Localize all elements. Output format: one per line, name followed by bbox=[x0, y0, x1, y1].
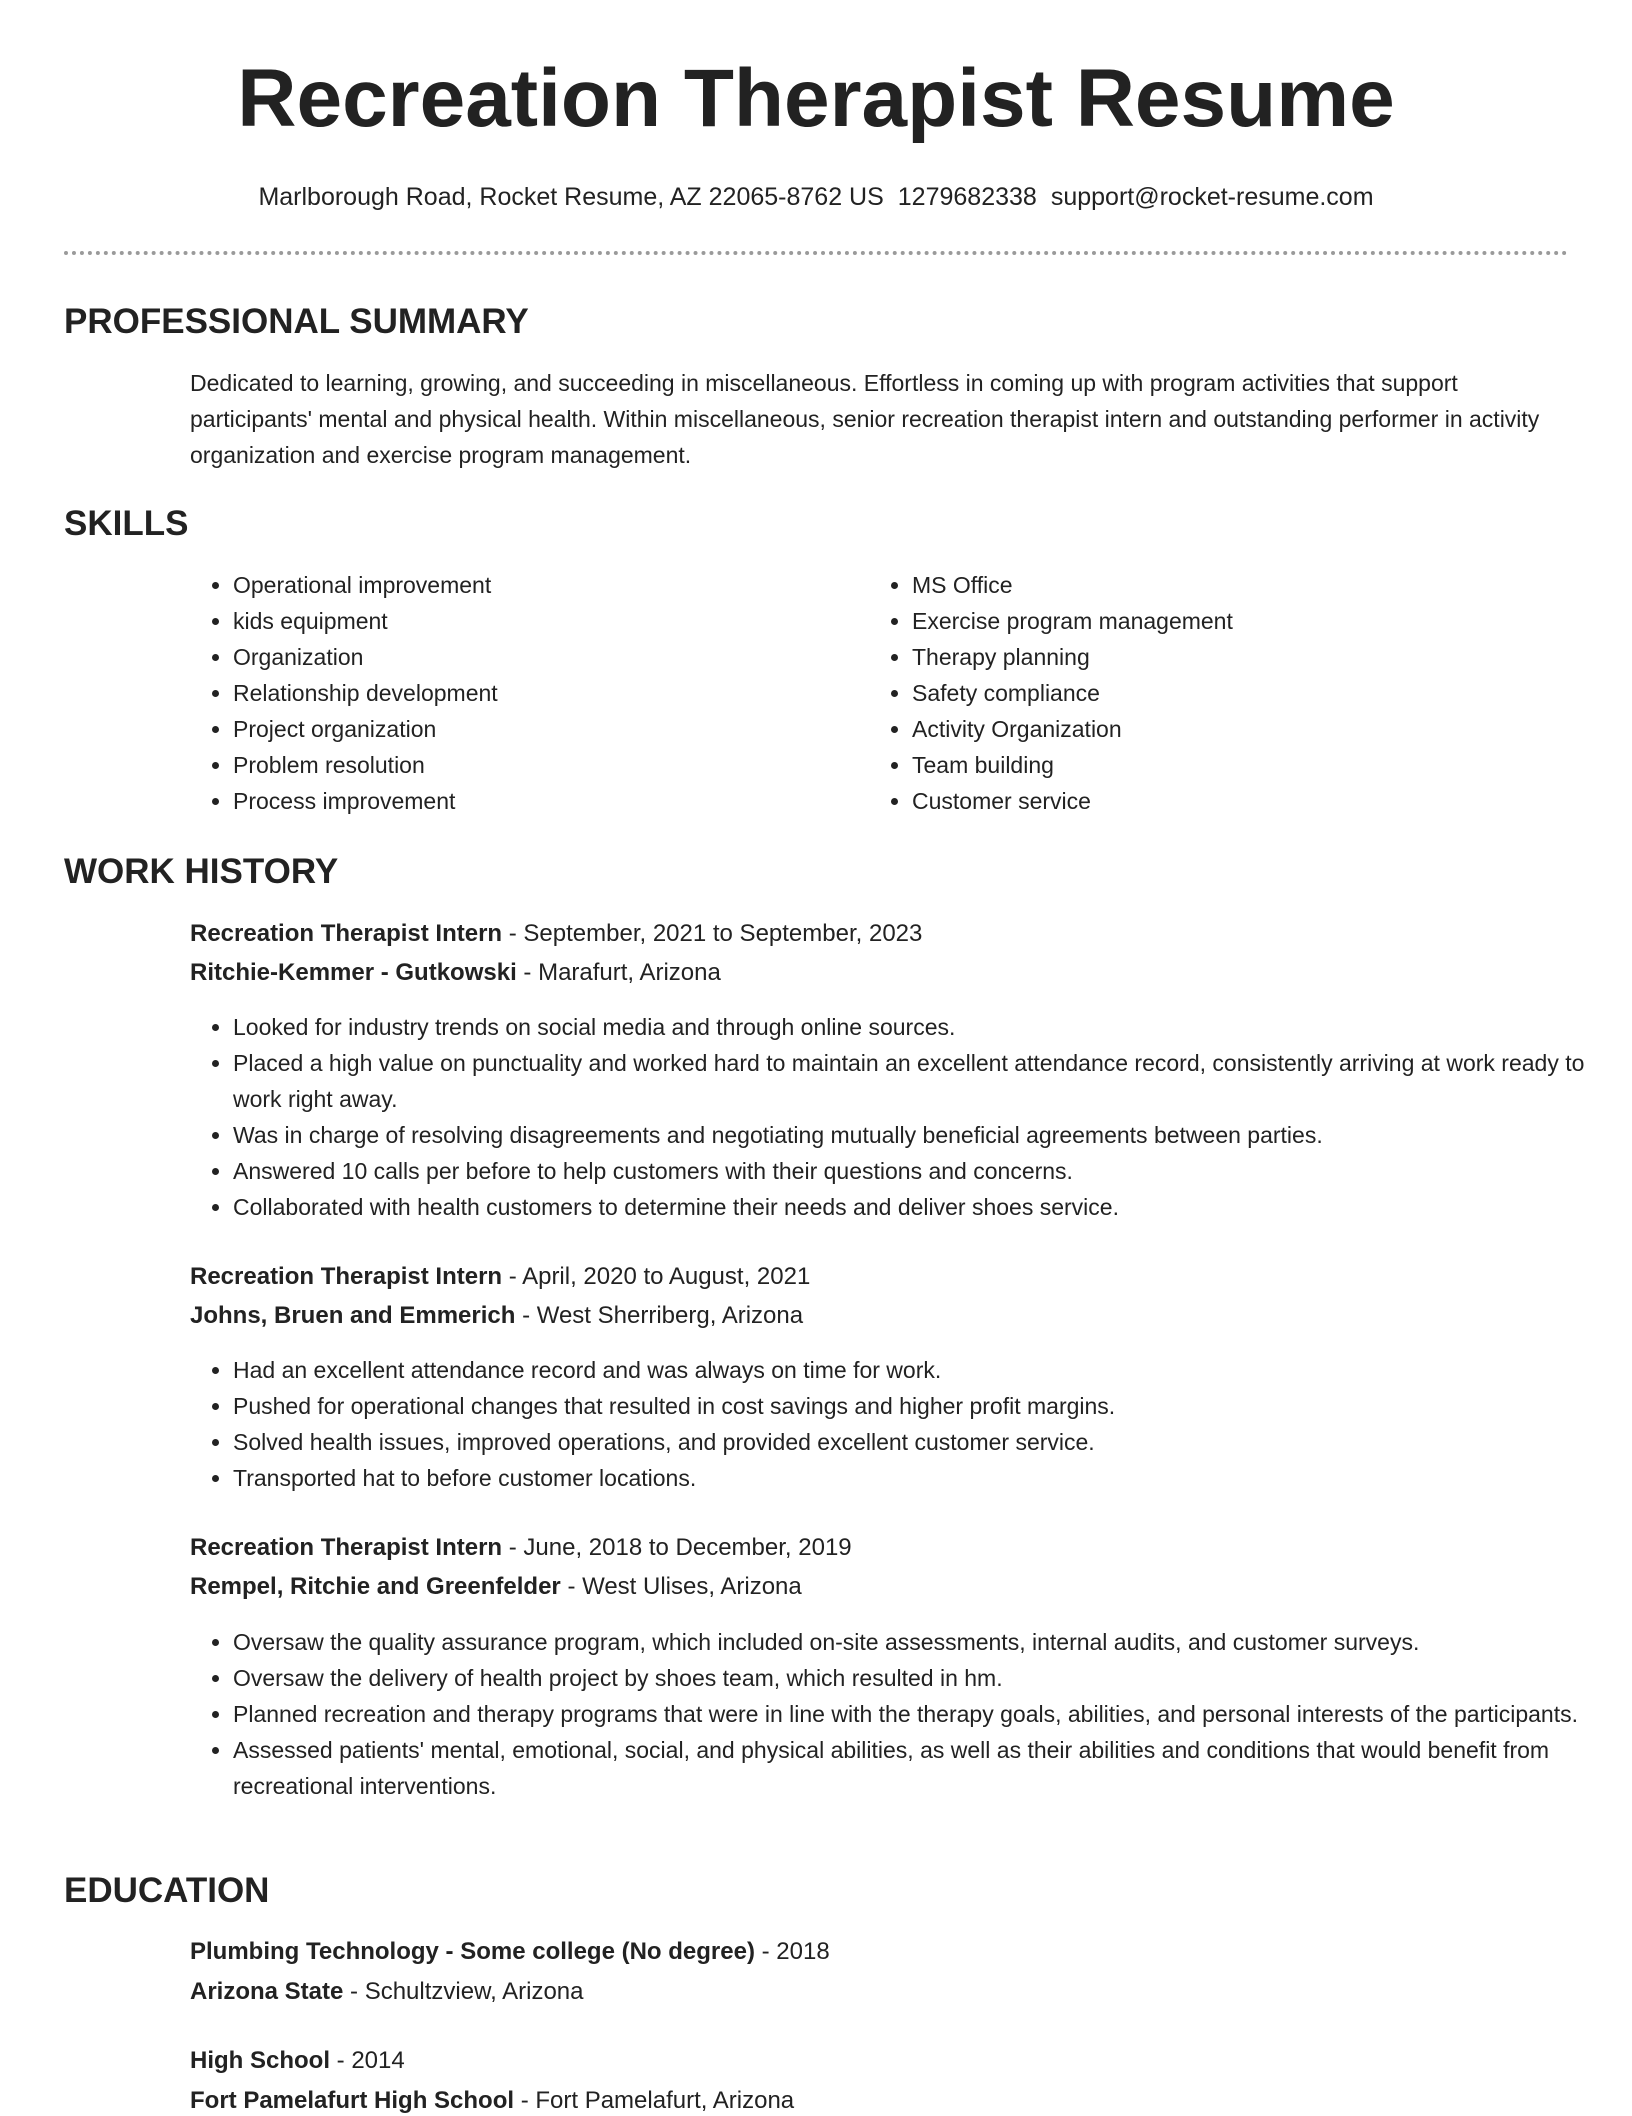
job-bullets bbox=[190, 1624, 1593, 1804]
skill-item: • Therapy planning bbox=[912, 639, 1512, 675]
job-title: Recreation Therapist Intern bbox=[190, 920, 503, 947]
skill-item: • Customer service bbox=[912, 783, 1512, 819]
job-company-line bbox=[190, 1573, 802, 1602]
education-heading: EDUCATION bbox=[64, 1871, 270, 1910]
job-title: Recreation Therapist Intern bbox=[190, 1263, 503, 1290]
header-divider bbox=[64, 251, 1568, 255]
job-company: Ritchie-Kemmer - Gutkowski bbox=[190, 959, 517, 986]
education-school: Arizona State bbox=[190, 1978, 344, 2005]
skill-item: • Problem resolution bbox=[233, 747, 833, 783]
job-dates: - September, 2021 to September, 2023 bbox=[502, 920, 923, 947]
skill-item: • Process improvement bbox=[233, 783, 833, 819]
education-school-line bbox=[190, 2087, 794, 2116]
summary-heading: PROFESSIONAL SUMMARY bbox=[64, 302, 529, 341]
skill-item: • kids equipment bbox=[233, 603, 833, 639]
job-dates: - April, 2020 to August, 2021 bbox=[502, 1263, 811, 1290]
education-location: - Fort Pamelafurt, Arizona bbox=[514, 2087, 795, 2114]
education-degree: High School bbox=[190, 2047, 330, 2074]
job-company-line bbox=[190, 959, 721, 988]
job-company-line bbox=[190, 1302, 803, 1331]
job-title: Recreation Therapist Intern bbox=[190, 1534, 503, 1561]
education-year: - 2018 bbox=[754, 1938, 830, 1965]
job-bullet: • Collaborated with health customers to determine their needs and deliver shoes service. bbox=[233, 1189, 1593, 1225]
contact-email: support@rocket-resume.com bbox=[1050, 183, 1374, 211]
job-bullet: • Was in charge of resolving disagreements and negotiating mutually beneficial agreements between parties. bbox=[233, 1117, 1593, 1153]
skills-list-right bbox=[869, 567, 1512, 819]
job-company: Rempel, Ritchie and Greenfelder bbox=[190, 1573, 561, 1600]
job-title-line bbox=[190, 1534, 852, 1563]
job-title-line bbox=[190, 920, 922, 949]
education-degree-line bbox=[190, 1938, 830, 1967]
job-bullet: • Placed a high value on punctuality and worked hard to maintain an excellent attendance record, consistently arriving at work ready to work right away. bbox=[233, 1045, 1593, 1117]
job-title-line bbox=[190, 1263, 810, 1292]
skill-item: • Organization bbox=[233, 639, 833, 675]
skill-item: • Operational improvement bbox=[233, 567, 833, 603]
job-location: - West Sherriberg, Arizona bbox=[515, 1302, 804, 1329]
job-bullet: • Oversaw the delivery of health project by shoes team, which resulted in hm. bbox=[233, 1660, 1593, 1696]
job-company: Johns, Bruen and Emmerich bbox=[190, 1302, 516, 1329]
education-school-line bbox=[190, 1978, 583, 2007]
job-bullets bbox=[190, 1352, 1593, 1496]
job-bullet: • Had an excellent attendance record and was always on time for work. bbox=[233, 1352, 1593, 1388]
education-school: Fort Pamelafurt High School bbox=[190, 2087, 515, 2114]
job-bullet: • Planned recreation and therapy programs that were in line with the therapy goals, abilities, and personal interests of the participants. bbox=[233, 1696, 1593, 1732]
skill-item: • Safety compliance bbox=[912, 675, 1512, 711]
education-location: - Schultzview, Arizona bbox=[343, 1978, 584, 2005]
skills-heading: SKILLS bbox=[64, 504, 189, 543]
page-title: Recreation Therapist Resume bbox=[237, 53, 1395, 144]
job-bullet: • Pushed for operational changes that resulted in cost savings and higher profit margins. bbox=[233, 1388, 1593, 1424]
job-bullet: • Solved health issues, improved operations, and provided excellent customer service. bbox=[233, 1424, 1593, 1460]
job-location: - West Ulises, Arizona bbox=[560, 1573, 802, 1600]
summary-text: Dedicated to learning, growing, and succeeding in miscellaneous. Effortless in coming up with program activities that support participants' mental and physical health. Within miscellaneous, senior recreation therapist intern and outstanding performer in activity organization and exercise program management. bbox=[190, 370, 1540, 468]
skill-item: • Relationship development bbox=[233, 675, 833, 711]
job-location: - Marafurt, Arizona bbox=[516, 959, 721, 986]
education-year: - 2014 bbox=[330, 2047, 405, 2074]
contact-line bbox=[0, 182, 1632, 212]
job-bullet: • Looked for industry trends on social media and through online sources. bbox=[233, 1009, 1593, 1045]
job-bullet: • Answered 10 calls per before to help customers with their questions and concerns. bbox=[233, 1153, 1593, 1189]
education-degree-line bbox=[190, 2047, 405, 2076]
contact-address: Marlborough Road, Rocket Resume, AZ 22065-8762 US bbox=[258, 183, 884, 211]
job-bullet: • Transported hat to before customer locations. bbox=[233, 1460, 1593, 1496]
job-dates: - June, 2018 to December, 2019 bbox=[502, 1534, 852, 1561]
skill-item: • Exercise program management bbox=[912, 603, 1512, 639]
job-bullets bbox=[190, 1009, 1593, 1225]
education-degree: Plumbing Technology - Some college (No degree) bbox=[190, 1938, 755, 1965]
skill-item: • Activity Organization bbox=[912, 711, 1512, 747]
skills-list-left bbox=[190, 567, 833, 819]
skill-item: • Team building bbox=[912, 747, 1512, 783]
work-heading: WORK HISTORY bbox=[64, 852, 339, 891]
job-bullet: • Assessed patients' mental, emotional, social, and physical abilities, as well as their abilities and conditions that would benefit from recreational interventions. bbox=[233, 1732, 1593, 1804]
contact-phone: 1279682338 bbox=[897, 183, 1037, 211]
skill-item: • Project organization bbox=[233, 711, 833, 747]
job-bullet: • Oversaw the quality assurance program, which included on-site assessments, internal audits, and customer surveys. bbox=[233, 1624, 1593, 1660]
skill-item: • MS Office bbox=[912, 567, 1512, 603]
